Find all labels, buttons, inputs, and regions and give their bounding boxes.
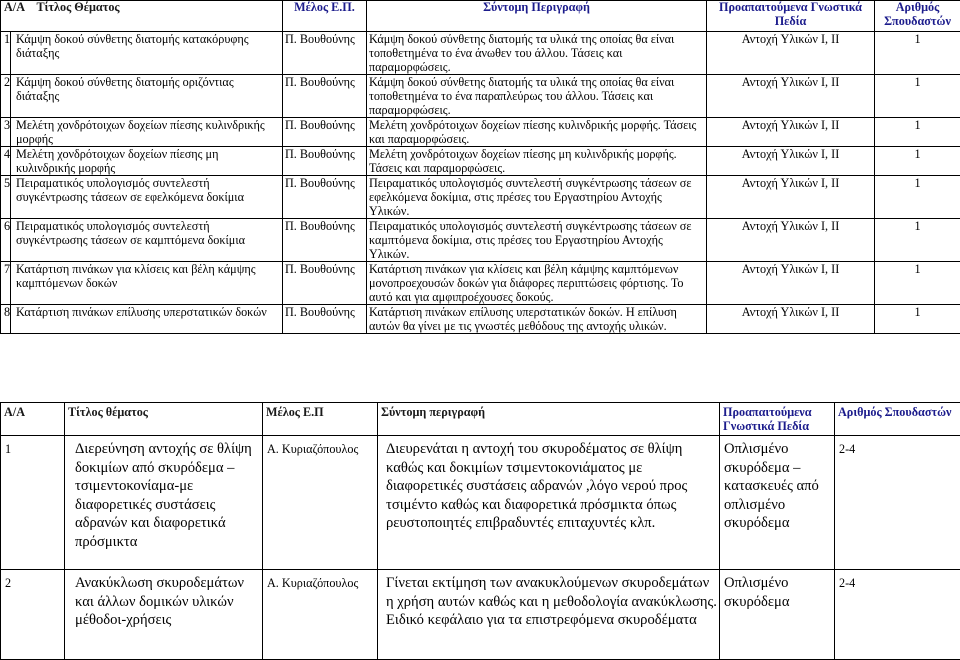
row-number: 3 [1, 118, 11, 147]
row-prerequisites: Οπλισμένο σκυρόδεμα – κατασκευές από οπλισμένο σκυρόδεμα [720, 436, 835, 570]
row-member: Π. Βουθούνης [283, 75, 367, 118]
row-students: 1 [875, 32, 960, 75]
table-row [1, 219, 960, 262]
table-row [1, 570, 960, 660]
row-description: Μελέτη χονδρότοιχων δοχείων πίεσης μη κυλινδρικής μορφής. Τάσεις και παραμορφώσεις. [367, 147, 707, 176]
row-students: 1 [875, 219, 960, 262]
row-title: Κάμψη δοκού σύνθετης διατομής οριζόντιας διάταξης [11, 75, 283, 118]
header-desc: Σύντομη περιγραφή [378, 403, 720, 436]
row-title: Πειραματικός υπολογισμός συντελεστή συγκέντρωσης τάσεων σε εφελκόμενα δοκίμια [11, 176, 283, 219]
row-description: Πειραματικός υπολογισμός συντελεστή συγκέντρωσης τάσεων σε καμπτόμενα δοκίμια, στις πρέσες του Εργαστηρίου Αντοχής Υλικών. [367, 219, 707, 262]
table-row [1, 436, 960, 570]
header-member: Μέλος Ε.Π. [283, 1, 367, 32]
row-prerequisites: Αντοχή Υλικών Ι, ΙΙ [707, 219, 875, 262]
row-students: 2-4 [835, 570, 960, 660]
topics-table-2 [0, 402, 960, 660]
row-title: Κάμψη δοκού σύνθετης διατομής κατακόρυφης διάταξης [11, 32, 283, 75]
row-member: Π. Βουθούνης [283, 262, 367, 305]
row-title: Μελέτη χονδρότοιχων δοχείων πίεσης κυλινδρικής μορφής [11, 118, 283, 147]
header-aa: Α/Α [1, 403, 65, 436]
row-prerequisites: Αντοχή Υλικών Ι, ΙΙ [707, 75, 875, 118]
row-title: Ανακύκλωση σκυροδεμάτων και άλλων δομικών υλικών μέθοδοι-χρήσεις [65, 570, 263, 660]
row-description: Κατάρτιση πινάκων για κλίσεις και βέλη κάμψης καμπτόμενων μονοπροεχουσών δοκών για διάφορες περιπτώσεις φόρτισης. Το αυτό και για αμφιπροέχουσες δοκούς. [367, 262, 707, 305]
row-description: Μελέτη χονδρότοιχων δοχείων πίεσης κυλινδρικής μορφής. Τάσεις και παραμορφώσεις. [367, 118, 707, 147]
header-desc: Σύντομη Περιγραφή [367, 1, 707, 32]
row-number: 8 [1, 305, 11, 334]
row-member: Π. Βουθούνης [283, 305, 367, 334]
row-number: 2 [1, 570, 65, 660]
row-number: 2 [1, 75, 11, 118]
row-number: 7 [1, 262, 11, 305]
row-title: Πειραματικός υπολογισμός συντελεστή συγκέντρωσης τάσεων σε καμπτόμενα δοκίμια [11, 219, 283, 262]
row-prerequisites: Αντοχή Υλικών Ι, ΙΙ [707, 118, 875, 147]
row-member: Π. Βουθούνης [283, 176, 367, 219]
table-row [1, 305, 960, 334]
table-row [1, 147, 960, 176]
row-number: 1 [1, 436, 65, 570]
table-2-header-row [1, 403, 960, 436]
row-member: Α. Κυριαζόπουλος [263, 436, 378, 570]
row-description: Κάμψη δοκού σύνθετης διατομής τα υλικά της οποίας θα είναι τοποθετημένα το ένα άνωθεν του άλλου. Τάσεις και παραμορφώσεις. [367, 32, 707, 75]
header-title: Τίτλος Θέματος [36, 0, 120, 14]
row-description: Γίνεται εκτίμηση των ανακυκλούμενων σκυροδεμάτων η χρήση αυτών καθώς και η μεθοδολογία ανακύκλωσης. Ειδικό κεφάλαιο για τα επιστρεφόμενα σκυροδέματα [378, 570, 720, 660]
row-title: Κατάρτιση πινάκων επίλυσης υπερστατικών δοκών [11, 305, 283, 334]
row-students: 1 [875, 176, 960, 219]
row-prerequisites: Αντοχή Υλικών Ι, ΙΙ [707, 176, 875, 219]
row-prerequisites: Οπλισμένο σκυρόδεμα [720, 570, 835, 660]
header-prereq: Προαπαιτούμενα Γνωστικά Πεδία [707, 1, 875, 32]
row-prerequisites: Αντοχή Υλικών Ι, ΙΙ [707, 262, 875, 305]
row-description: Κάμψη δοκού σύνθετης διατομής τα υλικά της οποίας θα είναι τοποθετημένα το ένα παραπλεύρως του άλλου. Τάσεις και παραμορφώσεις. [367, 75, 707, 118]
row-students: 1 [875, 118, 960, 147]
row-prerequisites: Αντοχή Υλικών Ι, ΙΙ [707, 147, 875, 176]
header-cell [1, 1, 283, 32]
row-member: Π. Βουθούνης [283, 32, 367, 75]
row-students: 1 [875, 305, 960, 334]
row-number: 5 [1, 176, 11, 219]
row-prerequisites: Αντοχή Υλικών Ι, ΙΙ [707, 305, 875, 334]
table-row [1, 176, 960, 219]
row-title: Κατάρτιση πινάκων για κλίσεις και βέλη κάμψης καμπτόμενων δοκών [11, 262, 283, 305]
row-title: Μελέτη χονδρότοιχων δοχείων πίεσης μη κυλινδρικής μορφής [11, 147, 283, 176]
row-description: Πειραματικός υπολογισμός συντελεστή συγκέντρωσης τάσεων σε εφελκόμενα δοκίμια, στις πρέσες του Εργαστηρίου Αντοχής Υλικών. [367, 176, 707, 219]
row-students: 2-4 [835, 436, 960, 570]
row-member: Π. Βουθούνης [283, 118, 367, 147]
header-prereq: Προαπαιτούμενα Γνωστικά Πεδία [720, 403, 835, 436]
row-students: 1 [875, 262, 960, 305]
row-number: 1 [1, 32, 11, 75]
row-title: Διερεύνηση αντοχής σε θλίψη δοκιμίων από σκυρόδεμα – τσιμεντοκονίαμα-με διαφορετικές συστάσεις αδρανών και διαφορετικά πρόσμικτα [65, 436, 263, 570]
table-row [1, 32, 960, 75]
row-description: Διευρενάται η αντοχή του σκυροδέματος σε θλίψη καθώς και δοκιμίων τσιμεντοκονιάματος με διαφορετικές συστάσεις αδρανών ,λόγο νερού προς τσιμέντο καθώς και διαφορετικά πρόσμικτα όπως ρευστοποιητές επιβραδυντές επιταχυντές κλπ. [378, 436, 720, 570]
table-row [1, 75, 960, 118]
row-prerequisites: Αντοχή Υλικών Ι, ΙΙ [707, 32, 875, 75]
row-member: Π. Βουθούνης [283, 219, 367, 262]
table-1-header-row [1, 1, 960, 32]
header-member: Μέλος Ε.Π [263, 403, 378, 436]
header-aa: Α/Α [4, 0, 25, 14]
row-students: 1 [875, 147, 960, 176]
table-row [1, 118, 960, 147]
row-member: Α. Κυριαζόπουλος [263, 570, 378, 660]
row-member: Π. Βουθούνης [283, 147, 367, 176]
table-row [1, 262, 960, 305]
row-number: 4 [1, 147, 11, 176]
header-title: Τίτλος θέματος [65, 403, 263, 436]
header-students: Αριθμός Σπουδαστών [835, 403, 960, 436]
header-students: Αριθμός Σπουδαστών [875, 1, 960, 32]
row-students: 1 [875, 75, 960, 118]
row-description: Κατάρτιση πινάκων επίλυσης υπερστατικών δοκών. Η επίλυση αυτών θα γίνει με τις γνωστές μεθόδους της αντοχής υλικών. [367, 305, 707, 334]
row-number: 6 [1, 219, 11, 262]
